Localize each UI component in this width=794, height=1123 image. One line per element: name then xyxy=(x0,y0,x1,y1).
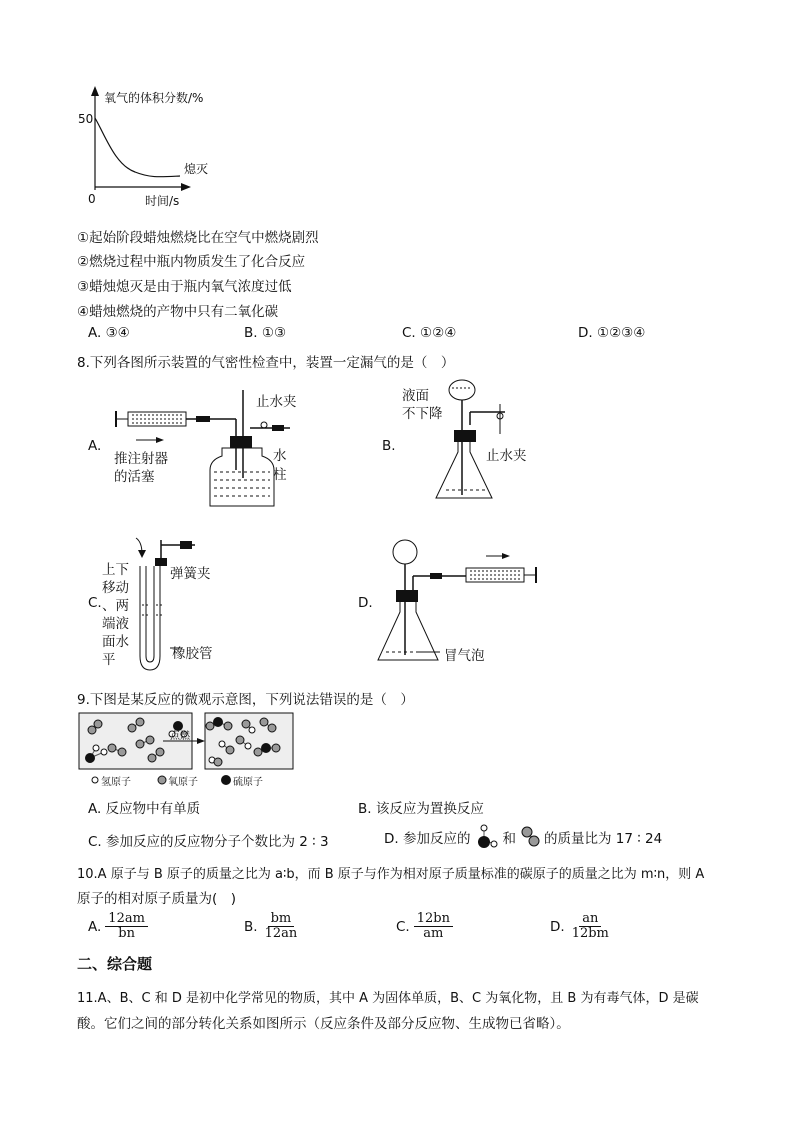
q8-c-label-3: 、两 xyxy=(102,598,129,614)
chart-origin: 0 xyxy=(88,192,96,206)
q8-option-a[interactable]: A. xyxy=(88,438,102,454)
q10-b-letter: B. xyxy=(244,918,258,935)
chart-xlabel: 时间/s xyxy=(145,194,180,208)
q10-d-letter: D. xyxy=(550,918,565,935)
q10-option-d[interactable] xyxy=(550,912,612,941)
q10-d-num: an xyxy=(579,912,601,927)
legend-oxygen: 氧原子 xyxy=(168,777,198,788)
q10-stem-1: 10.A 原子与 B 原子的质量之比为 a∶b，而 B 原子与作为相对原子质量标准的碳原子的质量之比为 m∶n，则 A xyxy=(77,867,705,882)
chart-y50: 50 xyxy=(78,112,94,126)
q8-c-label-2: 移动 xyxy=(102,580,129,596)
q11-line-2: 酸。它们之间的部分转化关系如图所示（反应条件及部分反应物、生成物已省略）。 xyxy=(77,1016,570,1032)
o2-molecule-icon xyxy=(520,824,540,850)
q8-option-b[interactable]: B. xyxy=(382,438,396,454)
q7-statement-3: ③蜡烛熄灭是由于瓶内氧气浓度过低 xyxy=(77,279,292,295)
legend-hydrogen: 氢原子 xyxy=(101,777,131,788)
q9-option-c[interactable]: C. 参加反应的反应物分子个数比为 2 ∶ 3 xyxy=(88,834,329,850)
q8-a-label-2: 推注射器 xyxy=(114,451,168,467)
q7-statement-2: ②燃烧过程中瓶内物质发生了化合反应 xyxy=(77,254,306,270)
q8-a-label-5: 柱 xyxy=(273,467,287,483)
q10-a-num: 12am xyxy=(105,912,148,927)
q8-a-label-4: 水 xyxy=(273,448,287,464)
q8-stem: 8.下列各图所示装置的气密性检查中，装置一定漏气的是（ ） xyxy=(77,355,455,371)
q9-stem: 9.下图是某反应的微观示意图，下列说法错误的是（ ） xyxy=(77,692,414,708)
q10-c-num: 12bn xyxy=(414,912,453,927)
q7-statement-1: ①起始阶段蜡烛燃烧比在空气中燃烧剧烈 xyxy=(77,230,319,246)
q10-option-a[interactable] xyxy=(88,912,148,941)
q9-d-pre: D. 参加反应的 xyxy=(384,831,471,847)
q8-b-label-3: 止水夹 xyxy=(486,448,527,464)
q7-option-a[interactable]: A. ③④ xyxy=(88,325,130,341)
chart-ylabel: 氧气的体积分数/% xyxy=(104,91,204,105)
q9-option-a[interactable]: A. 反应物中有单质 xyxy=(88,801,201,817)
q8-c-label-5: 面水 xyxy=(102,634,129,650)
reaction-arrow-label: 点燃 xyxy=(170,731,190,742)
q10-b-num: bm xyxy=(268,912,295,927)
q9-option-d[interactable] xyxy=(384,824,662,850)
q8-c-label-8: 橡胶管 xyxy=(172,646,213,662)
q11-line-1: 11.A、B、C 和 D 是初中化学常见的物质，其中 A 为固体单质，B、C 为氧化物，且 B 为有毒气体，D 是碳 xyxy=(77,991,699,1006)
q10-option-b[interactable] xyxy=(244,912,300,941)
q10-a-letter: A. xyxy=(88,918,102,935)
section-heading: 二、综合题 xyxy=(77,955,153,973)
q7-option-c[interactable]: C. ①②④ xyxy=(402,325,457,341)
q10-a-den: bn xyxy=(118,926,135,941)
q9-d-post: 的质量比为 17 ∶ 24 xyxy=(543,831,663,847)
q8-b-label-1: 液面 xyxy=(402,388,429,404)
q8-a-label-1: 止水夹 xyxy=(256,394,297,410)
q10-c-den: am xyxy=(423,926,444,941)
q8-c-label-1: 上下 xyxy=(102,562,129,578)
q10-c-letter: C. xyxy=(396,918,410,935)
q10-a-fraction xyxy=(105,912,148,941)
q8-d-label-1: 冒气泡 xyxy=(444,648,485,664)
q9-d-mid: 和 xyxy=(502,831,516,847)
q10-stem-2: 原子的相对原子质量为( ) xyxy=(77,891,237,907)
q8-option-d[interactable]: D. xyxy=(358,595,373,611)
q10-b-den: 12an xyxy=(264,926,298,941)
chart-annotation: 熄灭 xyxy=(184,162,209,176)
q10-c-fraction xyxy=(414,912,453,941)
q8-b-label-2: 不下降 xyxy=(402,406,443,422)
q10-option-c[interactable] xyxy=(396,912,453,941)
legend-sulfur: 硫原子 xyxy=(233,777,263,788)
q8-option-c[interactable]: C. xyxy=(88,595,102,611)
q7-option-b[interactable]: B. ①③ xyxy=(244,325,287,341)
q9-option-b[interactable]: B. 该反应为置换反应 xyxy=(358,801,484,817)
q7-option-d[interactable]: D. ①②③④ xyxy=(578,325,646,341)
q8-c-label-4: 端液 xyxy=(102,616,129,632)
q10-d-den: 12bm xyxy=(571,926,609,941)
q8-c-label-6: 平 xyxy=(102,652,116,668)
q10-d-fraction xyxy=(569,912,612,941)
q8-a-label-3: 的活塞 xyxy=(114,469,155,485)
h2s-molecule-icon xyxy=(474,824,498,850)
q8-c-label-7: 弹簧夹 xyxy=(170,566,211,582)
q7-statement-4: ④蜡烛燃烧的产物中只有二氧化碳 xyxy=(77,304,279,320)
q10-b-fraction xyxy=(262,912,301,941)
